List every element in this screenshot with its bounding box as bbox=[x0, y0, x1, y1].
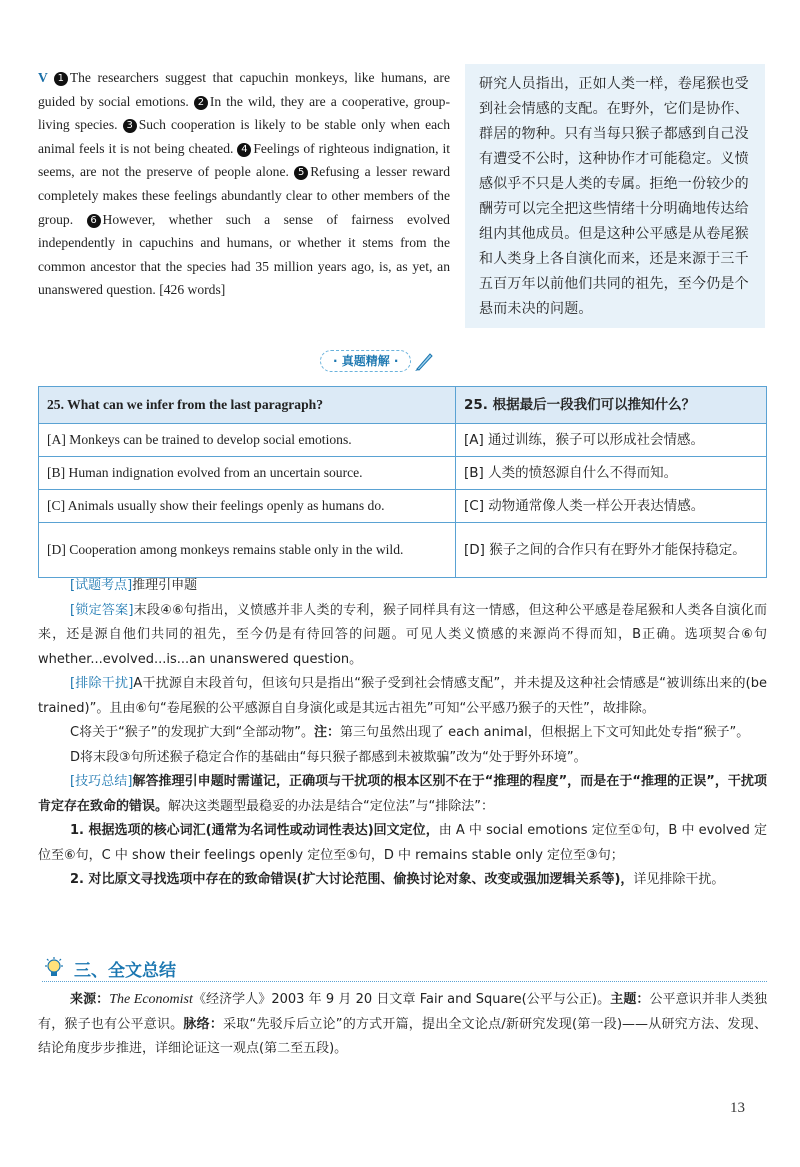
point-2-bold: 2. 对比原文寻找选项中存在的致命错误(扩大讨论范围、偷换讨论对象、改变或强加逻辑关系等)， bbox=[70, 872, 634, 887]
exclude-paragraph bbox=[38, 672, 767, 721]
paragraph-marker: V bbox=[38, 70, 48, 85]
option-c-zh: [C] 动物通常像人类一样公开表达情感。 bbox=[456, 490, 767, 523]
section-3-header bbox=[42, 955, 767, 982]
sentence-text: Feelings of righteous indignation, it seems, are not the preserve of people alone. bbox=[38, 140, 451, 180]
section-3-title: 三、全文总结 bbox=[74, 960, 176, 981]
point-2-text: 详见排除干扰。 bbox=[633, 872, 725, 887]
option-b-zh: [B] 人类的愤怒源自什么不得而知。 bbox=[456, 457, 767, 490]
exclude-c-paragraph bbox=[38, 721, 767, 746]
source-text: 《经济学人》2003 年 9 月 20 日文章 Fair and Square(公平与公正)。 bbox=[192, 992, 611, 1007]
answer-tag: [锁定答案] bbox=[70, 602, 134, 618]
word-count: [426 words] bbox=[159, 282, 226, 298]
sentence-number: 2 bbox=[194, 96, 208, 110]
source-label: 来源： bbox=[70, 992, 110, 1007]
skill-tag: [技巧总结] bbox=[70, 774, 133, 789]
analysis-section bbox=[38, 574, 767, 893]
kaodian-tag: [试题考点] bbox=[70, 578, 133, 593]
kaodian-paragraph bbox=[38, 574, 767, 599]
sentence-text: In the wild, they are a cooperative, group-living species. bbox=[38, 93, 450, 133]
page-number: 13 bbox=[730, 1100, 745, 1116]
point-1-paragraph bbox=[38, 819, 767, 868]
kaodian-text: 推理引申题 bbox=[132, 578, 198, 593]
option-a-zh: [A] 通过训练，猴子可以形成社会情感。 bbox=[456, 424, 767, 457]
summary-paragraph bbox=[38, 988, 767, 1062]
note-label: 注： bbox=[314, 725, 341, 740]
question-table bbox=[38, 386, 767, 578]
option-d-zh: [D] 猴子之间的合作只有在野外才能保持稳定。 bbox=[456, 523, 767, 578]
lightbulb-icon bbox=[42, 956, 66, 980]
exclude-c-text: C将关于“猴子”的发现扩大到“全部动物”。 bbox=[70, 725, 315, 740]
exclude-tag: [排除干扰] bbox=[70, 676, 134, 691]
sentence-number: 3 bbox=[123, 119, 137, 133]
sentence-number: 4 bbox=[237, 143, 251, 157]
topic-label: 主题： bbox=[610, 992, 650, 1007]
table-row bbox=[39, 457, 767, 490]
skill-text: 解决这类题型最稳妥的办法是结合“定位法”与“排除法”： bbox=[168, 798, 494, 814]
sentence-number: 1 bbox=[54, 72, 68, 86]
vein-label: 脉络： bbox=[183, 1016, 224, 1032]
sentence-text: Such cooperation is likely to be stable only when each animal feels it is not being cheated. bbox=[38, 117, 450, 156]
point-1-bold: 1. 根据选项的核心词汇(通常为名词性或动词性表达)回文定位， bbox=[70, 823, 439, 838]
table-row bbox=[39, 424, 767, 457]
banner-label: · 真题精解 · bbox=[320, 350, 411, 372]
answer-text: 末段④⑥句指出，义愤感并非人类的专利，猴子同样具有这一情感，但这种公平感是卷尾猴和人类各自演化而来，还是源自他们共同的祖先，至今仍是有待回答的问题。可见人类义愤感的来源尚不得而知，B正确。选项契合⑥句 whether...evolved...is...an unanswered question。 bbox=[38, 602, 767, 667]
exclude-c-note: 第三句虽然出现了 each animal，但根据上下文可知此处专指“猴子”。 bbox=[340, 725, 750, 740]
option-c-en: [C] Animals usually show their feelings openly as humans do. bbox=[39, 490, 456, 523]
sentence-text: The researchers suggest that capuchin monkeys, like humans, are guided by social emotions. bbox=[38, 70, 450, 109]
skill-paragraph bbox=[38, 770, 767, 819]
point-1-text: 由 A 中 social emotions 定位至①句，B 中 evolved 定位至⑥句，C 中 show their feelings openly 定位至⑤句，D 中 remains stable only 定位至③句； bbox=[38, 823, 767, 863]
table-row bbox=[39, 490, 767, 523]
sentence-text: Refusing a lesser reward completely makes these feelings abundantly clear to other members of the group. bbox=[38, 164, 450, 227]
exclude-d-paragraph bbox=[38, 746, 767, 771]
sentence-number: 5 bbox=[294, 166, 308, 180]
english-passage bbox=[38, 66, 450, 302]
option-a-en: [A] Monkeys can be trained to develop social emotions. bbox=[39, 424, 456, 457]
topic-text: 公平意识并非人类独有，猴子也有公平意识。 bbox=[38, 992, 767, 1032]
source-publication: The Economist bbox=[109, 992, 193, 1007]
exclude-d-text: D将末段③句所述猴子稳定合作的基础由“每只猴子都感到未被欺骗”改为“处于野外环境”。 bbox=[70, 749, 587, 765]
skill-bold-text: 解答推理引申题时需谨记，正确项与干扰项的根本区别不在于“推理的程度”，而是在于“推理的正误”，干扰项肯定存在致命的错误。 bbox=[38, 774, 767, 814]
table-row bbox=[39, 523, 767, 578]
pen-icon bbox=[413, 350, 435, 372]
point-2-paragraph bbox=[38, 868, 767, 893]
answer-paragraph bbox=[38, 599, 767, 673]
section-banner bbox=[320, 350, 435, 372]
sentence-text: However, whether such a sense of fairness evolved independently in capuchins and humans, or whether it stems from the common ancestor that the species had 35 million years ago, is, as yet, an unanswered question. bbox=[38, 211, 450, 298]
option-d-en: [D] Cooperation among monkeys remains stable only in the wild. bbox=[39, 523, 456, 578]
question-zh: 25. 根据最后一段我们可以推知什么？ bbox=[456, 387, 767, 424]
option-b-en: [B] Human indignation evolved from an uncertain source. bbox=[39, 457, 456, 490]
question-en: 25. What can we infer from the last paragraph? bbox=[39, 387, 456, 424]
exclude-a-text: A干扰源自末段首句，但该句只是指出“猴子受到社会情感支配”，并未提及这种社会情感是“被训练出来的(be trained)”。且由⑥句“卷尾猴的公平感源自自身演化或是其远古祖先”可知“公平感乃猴子的天性”，故排除。 bbox=[38, 676, 767, 716]
sentence-number: 6 bbox=[87, 214, 101, 228]
table-row bbox=[39, 387, 767, 424]
chinese-translation-box: 研究人员指出，正如人类一样，卷尾猴也受到社会情感的支配。在野外，它们是协作、群居的物种。只有当每只猴子都感到自己没有遭受不公时，这种协作才可能稳定。义愤感似乎不只是人类的专属。拒绝一份较少的酬劳可以完全把这些情绪十分明确地传达给组内其他成员。但是这种公平感是从卷尾猴和人类身上各自演化而来，还是来源于三千五百万年以前他们共同的祖先，至今仍是个悬而未决的问题。 bbox=[465, 64, 765, 328]
vein-text: 采取“先驳斥后立论”的方式开篇，提出全文论点/新研究发现(第一段)——从研究方法、发现、结论角度步步推进，详细论证这一观点(第二至五段)。 bbox=[38, 1016, 767, 1056]
